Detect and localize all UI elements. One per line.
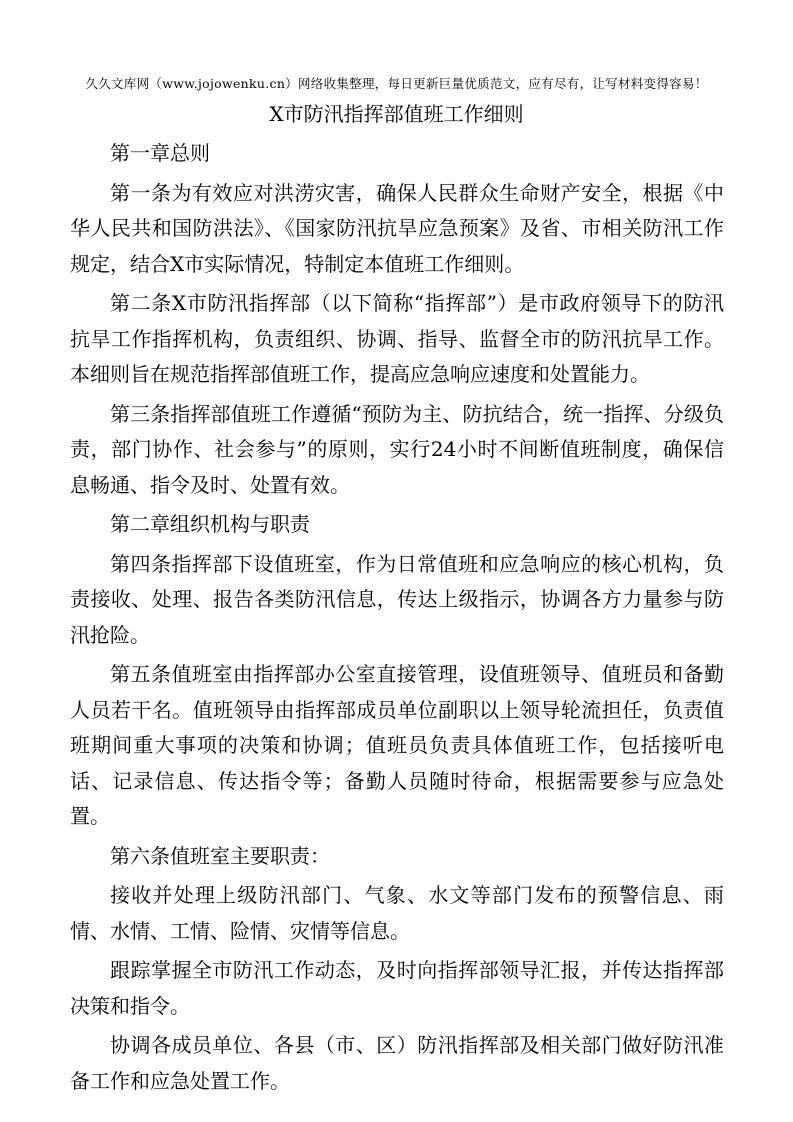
article-paragraph: 第四条指挥部下设值班室，作为日常值班和应急响应的核心机构，负责接收、处理、报告各类防汛信息，传达上级指示，协调各方力量参与防汛抢险。 [70,551,724,647]
article-paragraph: 第三条指挥部值班工作遵循“预防为主、防抗结合，统一指挥、分级负责，部门协作、社会参与”的原则，实行24小时不间断值班制度，确保信息畅通、指令及时、处置有效。 [70,401,724,497]
header-note: 久久文库网（www.jojowenku.cn）网络收集整理，每日更新巨量优质范文，应有尽有，让写材料变得容易！ [85,76,708,91]
article-paragraph: 第六条值班室主要职责： [110,843,330,868]
list-paragraph: 协调各成员单位、各县（市、区）防汛指挥部及相关部门做好防汛准备工作和应急处置工作。 [70,1033,724,1093]
document-title: X市防汛指挥部值班工作细则 [269,102,524,126]
list-paragraph: 跟踪掌握全市防汛工作动态，及时向指挥部领导汇报，并传达指挥部决策和指令。 [70,958,724,1018]
chapter-heading: 第一章总则 [110,141,210,165]
chapter-heading: 第二章组织机构与职责 [110,512,310,536]
document-body [70,136,724,1103]
article-paragraph: 第二条X市防汛指挥部（以下简称“指挥部”）是市政府领导下的防汛抗旱工作指挥机构，负责组织、协调、指导、监督全市的防汛抗旱工作。本细则旨在规范指挥部值班工作，提高应急响应速度和处置能力。 [70,291,724,386]
article-paragraph: 第五条值班室由指挥部办公室直接管理，设值班领导、值班员和备勤人员若干名。值班领导由指挥部成员单位副职以上领导轮流担任，负责值班期间重大事项的决策和协调；值班员负责具体值班工作，包括接听电话、记录信息、传达指令等；备勤人员随时待命，根据需要参与应急处置。 [70,662,724,828]
list-paragraph: 接收并处理上级防汛部门、气象、水文等部门发布的预警信息、雨情、水情、工情、险情、灾情等信息。 [70,883,724,943]
article-paragraph: 第一条为有效应对洪涝灾害，确保人民群众生命财产安全，根据《中华人民共和国防洪法》、《国家防汛抗旱应急预案》及省、市相关防汛工作规定，结合X市实际情况，特制定本值班工作细则。 [70,180,724,276]
